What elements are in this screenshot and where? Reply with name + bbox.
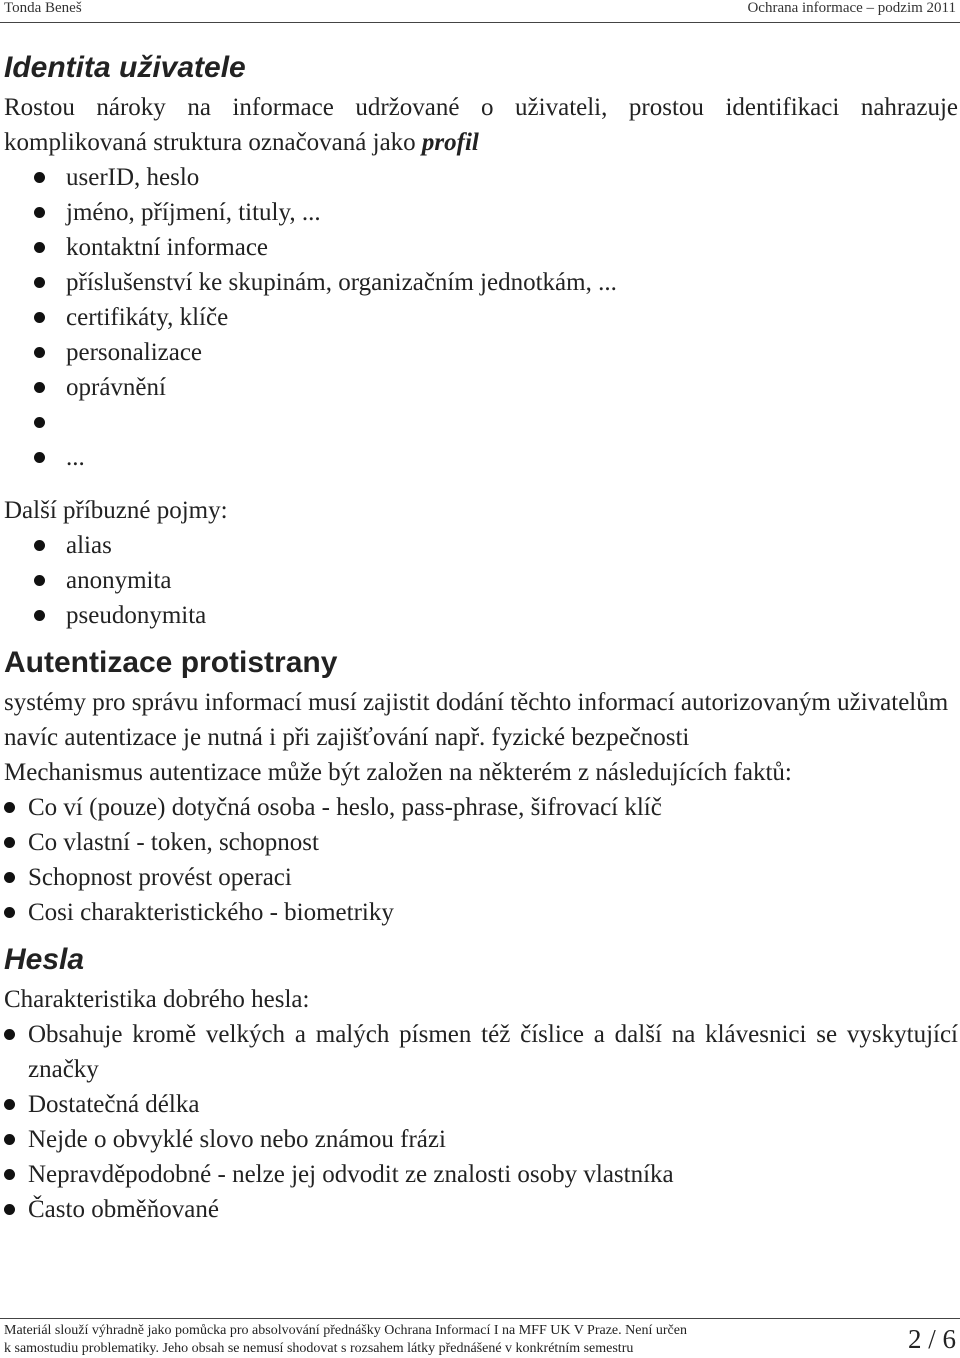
list-item: personalizace xyxy=(4,335,958,370)
related-terms-list xyxy=(4,528,958,633)
list-item: Často obměňované xyxy=(4,1192,958,1227)
footer-rule xyxy=(0,1318,960,1319)
profile-items-list xyxy=(4,160,958,475)
footer-line-2: k samostudiu problematiky. Jeho obsah se nemusí shodovat s rozsahem látky přednášené v konkrétním semestru xyxy=(4,1341,634,1356)
list-item: příslušenství ke skupinám, organizačním jednotkám, ... xyxy=(4,265,958,300)
list-item: Schopnost provést operaci xyxy=(4,860,958,895)
list-item xyxy=(4,405,958,440)
password-traits-list xyxy=(4,1017,958,1227)
auth-factors-list xyxy=(4,790,958,930)
related-terms-label: Další příbuzné pojmy: xyxy=(4,497,228,524)
section3-intro: Charakteristika dobrého hesla: xyxy=(4,986,310,1013)
section2-line-3: Mechanismus autentizace může být založen na některém z následujících faktů: xyxy=(4,759,792,786)
list-item: kontaktní informace xyxy=(4,230,958,265)
footer-disclaimer xyxy=(4,1322,824,1358)
section1-intro-text: Rostou nároky na informace udržované o uživateli, prostou identifikaci nahrazuje komplikovaná struktura označovaná jako xyxy=(4,94,958,156)
list-item: oprávnění xyxy=(4,370,958,405)
header-rule xyxy=(0,22,960,23)
section1-intro-emphasis: profil xyxy=(421,129,479,156)
section1-intro xyxy=(4,90,958,160)
list-item: Cosi charakteristického - biometriky xyxy=(4,895,958,930)
footer-line-1: Materiál slouží výhradně jako pomůcka pro absolvování přednášky Ochrana Informací I na MFF UK V Praze. Není určen xyxy=(4,1323,687,1338)
header-course: Ochrana informace – podzim 2011 xyxy=(747,0,956,16)
section-title-hesla: Hesla xyxy=(4,943,85,976)
section-title-autentizace: Autentizace protistrany xyxy=(4,646,338,679)
list-item: Nejde o obvyklé slovo nebo známou frázi xyxy=(4,1122,958,1157)
list-item: Co vlastní - token, schopnost xyxy=(4,825,958,860)
list-item: certifikáty, klíče xyxy=(4,300,958,335)
page-number: 2 / 6 xyxy=(907,1324,956,1354)
list-item: alias xyxy=(4,528,958,563)
list-item: pseudonymita xyxy=(4,598,958,633)
list-item: ... xyxy=(4,440,958,475)
page-header xyxy=(0,0,960,24)
list-item: userID, heslo xyxy=(4,160,958,195)
list-item: Co ví (pouze) dotyčná osoba - heslo, pass-phrase, šifrovací klíč xyxy=(4,790,958,825)
header-author: Tonda Beneš xyxy=(4,0,82,16)
list-item: Dostatečná délka xyxy=(4,1087,958,1122)
section2-line-1: systémy pro správu informací musí zajistit dodání těchto informací autorizovaným uživatelům xyxy=(4,689,949,716)
document-body xyxy=(4,46,958,1227)
list-item: Nepravděpodobné - nelze jej odvodit ze znalosti osoby vlastníka xyxy=(4,1157,958,1192)
section-title-identita: Identita uživatele xyxy=(4,51,246,84)
section2-line-2: navíc autentizace je nutná i při zajišťování např. fyzické bezpečnosti xyxy=(4,724,690,751)
list-item: Obsahuje kromě velkých a malých písmen též číslice a další na klávesnici se vyskytující značky xyxy=(4,1017,958,1087)
list-item: jméno, příjmení, tituly, ... xyxy=(4,195,958,230)
list-item: anonymita xyxy=(4,563,958,598)
